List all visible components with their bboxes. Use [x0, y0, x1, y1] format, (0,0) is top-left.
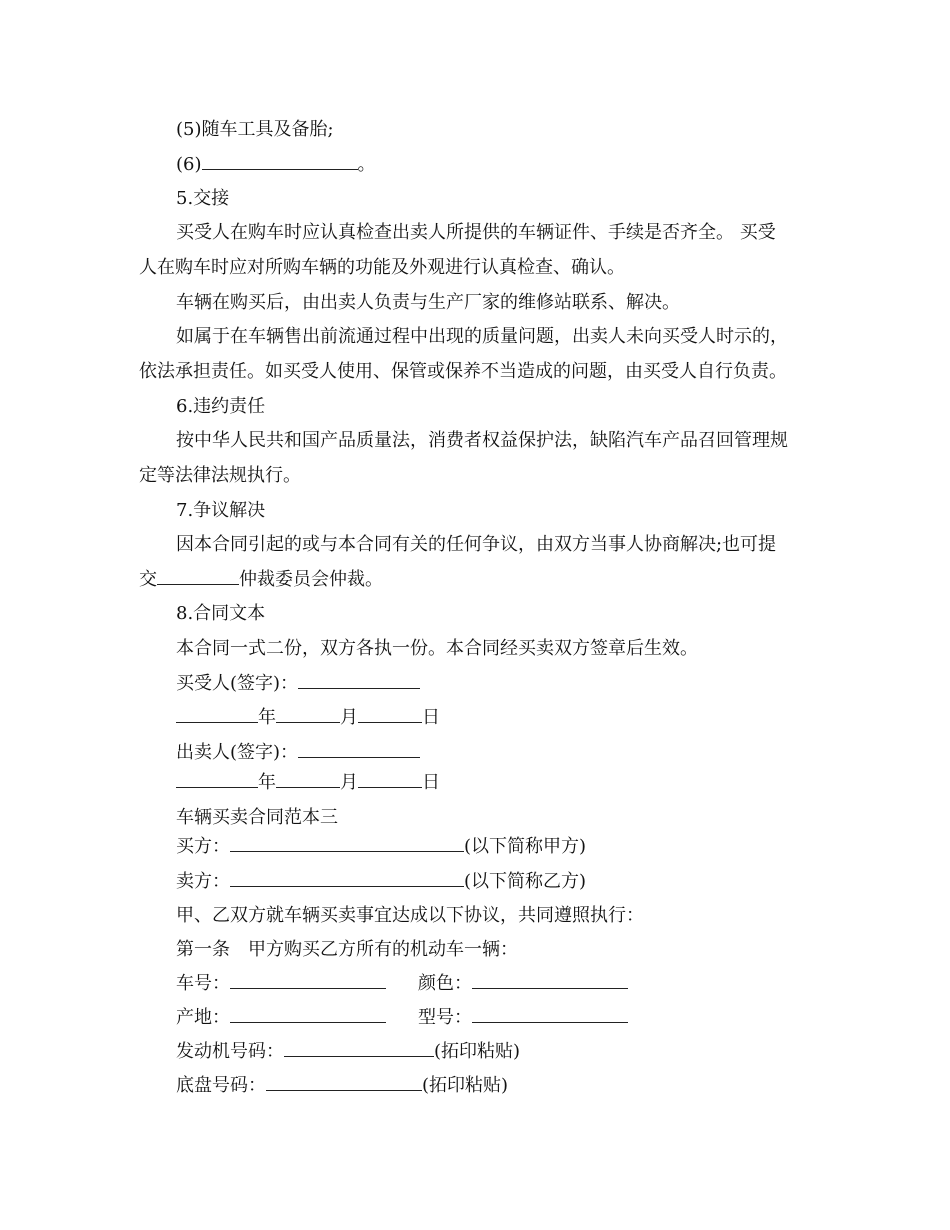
- buyer-signature-line: 买受人(签字)：: [0, 667, 950, 701]
- blank-line: [298, 670, 420, 689]
- paragraph-line: 定等法律法规执行。: [139, 465, 301, 486]
- blank-line: [472, 1004, 628, 1023]
- paragraph-line: 因本合同引起的或与本合同有关的任何争议，由双方当事人协商解决;也可提: [176, 534, 777, 555]
- blank-line: [230, 833, 464, 852]
- section-heading-5: 5.交接: [176, 188, 230, 209]
- seller-line: 卖方： (以下简称乙方): [0, 865, 950, 899]
- blank-line: [358, 704, 422, 723]
- article-1: 第一条 甲方购买乙方所有的机动车一辆：: [176, 939, 518, 960]
- blank-line: [230, 970, 386, 989]
- section-heading-7: 7.争议解决: [176, 500, 266, 521]
- item-6-blank: (6) 。: [0, 148, 950, 182]
- section-heading-8: 8.合同文本: [176, 603, 266, 624]
- blank-line: [472, 970, 628, 989]
- blank-line: [176, 704, 258, 723]
- blank-line: [176, 769, 258, 788]
- date-line: 年 月 日: [0, 766, 950, 800]
- plate-color-line: [0, 967, 950, 1001]
- blank-line: [358, 769, 422, 788]
- model-field: 型号：: [418, 1001, 628, 1035]
- section-heading-6: 6.违约责任: [176, 396, 266, 417]
- chassis-number-line: 底盘号码： (拓印粘贴): [0, 1069, 950, 1103]
- blank-line: [266, 1072, 422, 1091]
- color-field: 颜色：: [418, 967, 628, 1001]
- plate-field: 车号：: [176, 967, 386, 1001]
- origin-field: 产地：: [176, 1001, 386, 1035]
- blank-line: [276, 704, 340, 723]
- item-5-tools: (5)随车工具及备胎;: [176, 119, 334, 140]
- paragraph-line: 本合同一式二份，双方各执一份。本合同经买卖双方签章后生效。: [176, 638, 698, 659]
- buyer-line: 买方： (以下简称甲方): [0, 830, 950, 864]
- blank-line: [157, 566, 239, 585]
- blank-line: [230, 1004, 386, 1023]
- engine-number-line: 发动机号码： (拓印粘贴): [0, 1035, 950, 1069]
- template-title: 车辆买卖合同范本三: [176, 807, 338, 828]
- blank-line: [298, 739, 420, 758]
- paragraph-line: 如属于在车辆售出前流通过程中出现的质量问题，出卖人未向买受人时示的，: [176, 326, 788, 347]
- blank-line: [284, 1038, 434, 1057]
- seller-signature-line: 出卖人(签字)：: [0, 736, 950, 770]
- date-line: 年 月 日: [0, 701, 950, 735]
- paragraph-line: 依法承担责任。如买受人使用、保管或保养不当造成的问题，由买受人自行负责。: [139, 361, 787, 382]
- paragraph-line: 买受人在购车时应认真检查出卖人所提供的车辆证件、手续是否齐全。 买受: [176, 222, 776, 243]
- paragraph-line: 人在购车时应对所购车辆的功能及外观进行认真检查、确认。: [139, 257, 625, 278]
- paragraph-line: 按中华人民共和国产品质量法，消费者权益保护法，缺陷汽车产品召回管理规: [176, 430, 788, 451]
- agreement-intro: 甲、乙双方就车辆买卖事宜达成以下协议，共同遵照执行：: [176, 905, 644, 926]
- blank-line: [276, 769, 340, 788]
- blank-line: [230, 868, 464, 887]
- paragraph-line: 车辆在购买后，由出卖人负责与生产厂家的维修站联系、解决。: [176, 292, 680, 313]
- origin-model-line: [0, 1001, 950, 1035]
- paragraph-line: 交 仲裁委员会仲裁。: [0, 563, 950, 597]
- blank-line: [202, 151, 358, 170]
